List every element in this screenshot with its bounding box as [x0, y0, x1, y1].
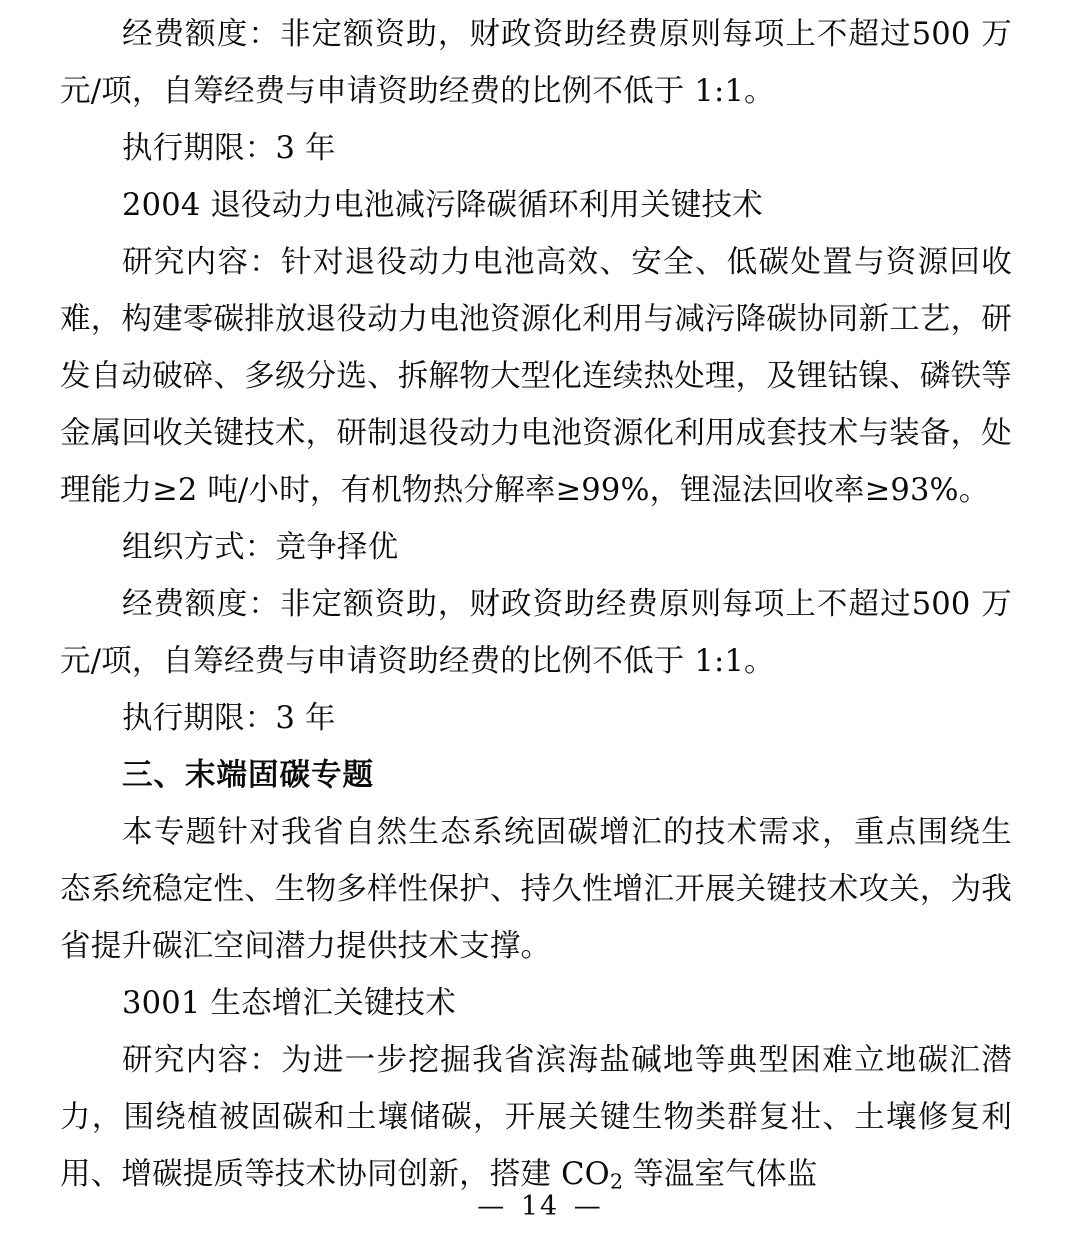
paragraph-organization-mode: 组织方式：竞争择优 — [122, 530, 399, 565]
paragraph-research-content-3001: 研究内容：为进一步挖掘我省滨海盐碱地等典型困难立地碳汇潜力，围绕植被固碳和土壤储碳，开展关键生物类群复壮、土壤修复利用、增碳提质等技术协同创新，搭建 $CO_2$ 等温室气体监 — [60, 1043, 1012, 1194]
footer-dash-left: — — [477, 1191, 507, 1222]
paragraph-research-content-2004: 研究内容：针对退役动力电池高效、安全、低碳处置与资源回收难，构建零碳排放退役动力电池资源化利用与减污降碳协同新工艺，研发自动破碎、多级分选、拆解物大型化连续热处理，及锂钴镍、磷铁等金属回收关键技术，研制退役动力电池资源化利用成套技术与装备，处理能力≥2 吨/小时，有机物热分解率≥99%，锂湿法回收率≥93%。 — [60, 245, 1012, 508]
footer-page-number: 14 — [520, 1191, 560, 1222]
paragraph-duration-1: 执行期限：3 年 — [122, 131, 336, 166]
paragraph-item-title-2004: 2004 退役动力电池减污降碳循环利用关键技术 — [122, 188, 763, 223]
paragraph-item-title-3001: 3001 生态增汇关键技术 — [122, 986, 456, 1021]
section-heading-three: 三、末端固碳专题 — [122, 757, 374, 793]
paragraph-duration-2: 执行期限：3 年 — [122, 701, 336, 736]
paragraph-section-intro: 本专题针对我省自然生态系统固碳增汇的技术需求，重点围绕生态系统稳定性、生物多样性保护、持久性增汇开展关键技术攻关，为我省提升碳汇空间潜力提供技术支撑。 — [60, 815, 1012, 964]
paragraph-funding-amount-1: 经费额度：非定额资助，财政资助经费原则每项上不超过500 万元/项，自筹经费与申请资助经费的比例不低于 1:1。 — [60, 17, 1012, 109]
document-body — [60, 0, 1012, 1211]
paragraph-funding-amount-2: 经费额度：非定额资助，财政资助经费原则每项上不超过500 万元/项，自筹经费与申请资助经费的比例不低于 1:1。 — [60, 587, 1012, 679]
footer-dash-right: — — [573, 1191, 603, 1222]
page-footer — [0, 1191, 1080, 1222]
